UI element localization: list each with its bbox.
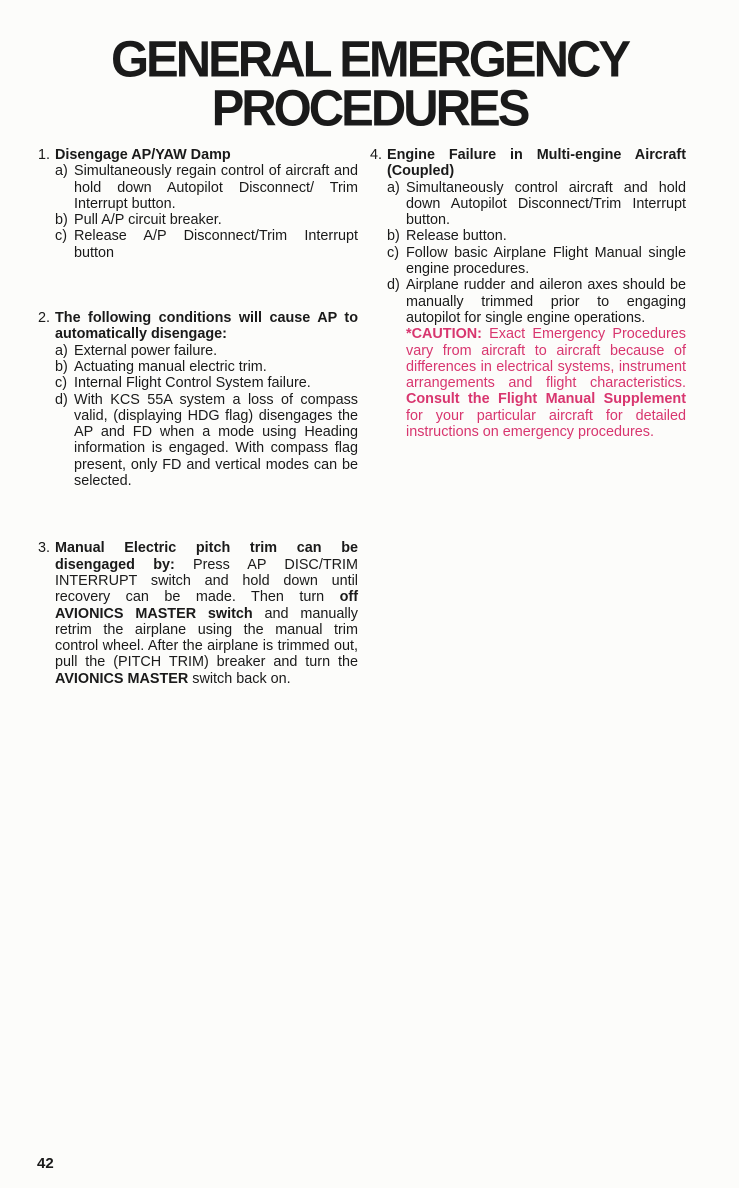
right-column [370,147,686,440]
left-column [38,147,358,687]
item-heading: The following conditions will cause AP to automatically disengage: [55,310,358,343]
sub-item: c) Follow basic Airplane Flight Manual single engine procedures. [387,244,686,278]
item-heading: Disengage AP/YAW Damp [55,147,231,163]
sub-item: a) External power failure. [55,342,218,359]
sub-item: b) Actuating manual electric trim. [55,358,267,375]
title-line-2: PROCEDURES [211,80,528,137]
sub-item: a) Simultaneously control aircraft and hold down Autopilot Disconnect/Trim Interrupt button. [387,179,686,229]
sub-item: a) Simultaneously regain control of aircraft and hold down Autopilot Disconnect/ Trim Interrupt button. [55,163,358,212]
sub-item: d) Airplane rudder and aileron axes should be manually trimmed prior to engaging autopilot for single engine operations. [387,277,686,326]
item-number: 4. [370,147,383,163]
sub-item: b) Release button. [387,228,507,245]
title-line-1: GENERAL EMERGENCY [110,31,629,89]
procedure-item-3 [38,540,358,687]
sub-item: d) With KCS 55A system a loss of compass valid, (displaying HDG flag) disengages the AP and FD when a mode using Heading information is engaged. With compass flag present, only FD and vertical modes can be selected. [55,391,358,490]
procedure-item-4 [370,147,686,440]
item-paragraph: Manual Electric pitch trim can be disengaged by: Press AP DISC/TRIM INTERRUPT switch and hold down until recovery can be made. Then turn off AVIONICS MASTER switch and manually retrim the airplane using the manual trim control wheel. After the airplane is trimmed out, pull the (PITCH TRIM) breaker and turn the AVIONICS MASTER switch back on. [55,540,358,687]
item-number: 2. [38,310,51,327]
item-heading: Manual Electric pitch trim can be disengaged by: [55,540,358,573]
procedure-item-2 [38,310,358,489]
page-number: 42 [37,1155,54,1172]
item-heading: Engine Failure in Multi-engine Aircraft (Coupled) [387,147,686,180]
caution-note: *CAUTION: Exact Emergency Procedures vary from aircraft to aircraft because of differences in electrical systems, instrument arrangements and flight characteristics. Consult the Flight Manual Supplement for your particular aircraft for detailed instructions on emergency procedures. [406,326,686,441]
item-number: 1. [38,147,51,163]
sub-item: c) Release A/P Disconnect/Trim Interrupt button [55,228,358,261]
caution-label: *CAUTION: [406,326,482,343]
procedure-item-1 [38,147,358,261]
item-number: 3. [38,540,51,557]
sub-item: b) Pull A/P circuit breaker. [55,212,222,229]
page-title [0,31,739,137]
sub-item: c) Internal Flight Control System failure. [55,375,311,392]
